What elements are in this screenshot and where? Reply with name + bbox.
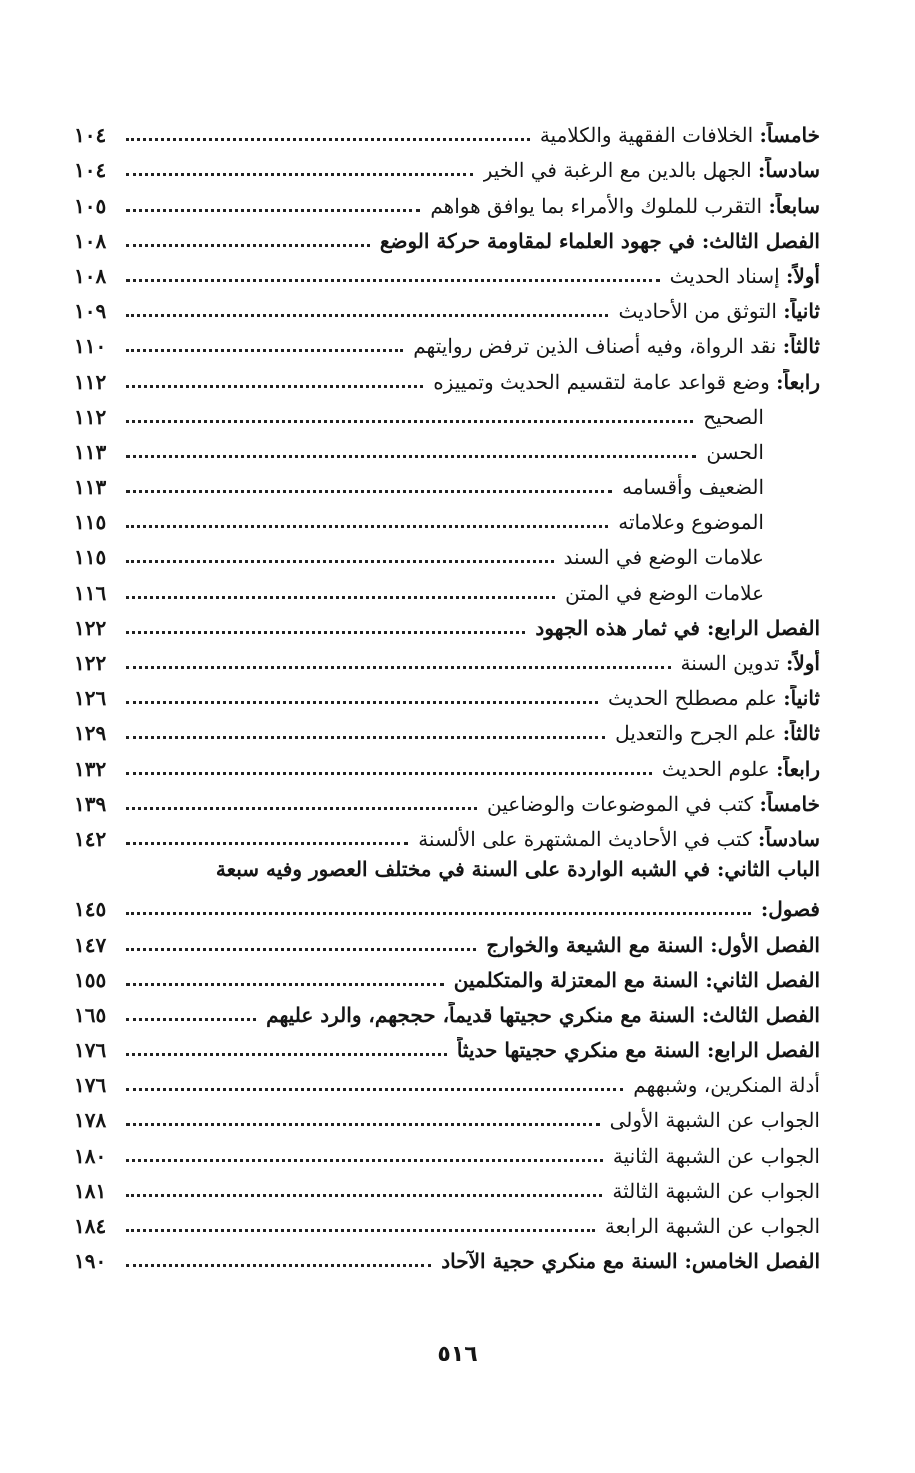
toc-entry[interactable] bbox=[74, 746, 820, 781]
toc-entry[interactable] bbox=[74, 148, 820, 183]
dot-leader bbox=[126, 205, 420, 212]
dot-leader bbox=[126, 240, 370, 247]
page-number: ١١٦ bbox=[74, 580, 107, 605]
page-number: ١٨١ bbox=[74, 1178, 107, 1203]
toc-part-entry[interactable] bbox=[74, 852, 820, 922]
toc-entry[interactable] bbox=[74, 183, 820, 218]
toc-entry[interactable] bbox=[74, 254, 820, 289]
page-folio-number: ٥١٦ bbox=[437, 1342, 478, 1367]
entry-title: السنة مع منكري حجية الآحاد bbox=[441, 1249, 685, 1274]
entry-lead: الفصل الأول: bbox=[710, 932, 820, 957]
entry-title: علم الجرح والتعديل bbox=[615, 721, 783, 746]
page-number: ١٣٢ bbox=[74, 756, 107, 781]
dot-leader bbox=[126, 1049, 447, 1056]
toc-entry[interactable] bbox=[74, 641, 820, 676]
entry-lead: رابعاً: bbox=[776, 369, 820, 394]
toc-chapter-entry[interactable] bbox=[74, 993, 820, 1028]
page-number: ١٠٩ bbox=[74, 299, 107, 324]
dot-leader bbox=[126, 521, 608, 528]
dot-leader bbox=[126, 275, 660, 282]
dot-leader bbox=[126, 768, 652, 775]
toc-entry[interactable] bbox=[74, 359, 820, 394]
dot-leader bbox=[126, 1225, 595, 1232]
toc-entry[interactable] bbox=[74, 1133, 820, 1168]
page-number: ١١٢ bbox=[74, 369, 107, 394]
entry-title: السنة مع منكري حجيتها حديثاً bbox=[456, 1038, 707, 1063]
entry-title: الضعيف وأقسامه bbox=[622, 475, 764, 500]
dot-leader bbox=[126, 1260, 431, 1267]
entry-lead: الفصل الرابع: bbox=[706, 615, 820, 640]
dot-leader bbox=[126, 1190, 602, 1197]
page-number: ١٥٥ bbox=[74, 967, 107, 992]
dot-leader bbox=[126, 944, 476, 951]
entry-title: أدلة المنكرين، وشبههم bbox=[633, 1073, 820, 1098]
toc-subentry[interactable] bbox=[74, 570, 820, 605]
toc-entry[interactable] bbox=[74, 1098, 820, 1133]
entry-title: الجهل بالدين مع الرغبة في الخير bbox=[482, 158, 758, 183]
page-number: ١٠٨ bbox=[74, 228, 107, 253]
page-number: ١١٥ bbox=[74, 545, 107, 570]
entry-lead: خامساً: bbox=[759, 123, 820, 148]
dot-leader bbox=[126, 345, 403, 352]
dot-leader bbox=[126, 1155, 603, 1162]
toc-subentry[interactable] bbox=[74, 500, 820, 535]
entry-title: الخلافات الفقهية والكلامية bbox=[539, 123, 760, 148]
toc-entry[interactable] bbox=[74, 1169, 820, 1204]
page-number: ١٠٤ bbox=[74, 158, 107, 183]
dot-leader bbox=[126, 662, 671, 669]
entry-title: تدوين السنة bbox=[680, 651, 786, 675]
toc-chapter-entry[interactable] bbox=[74, 958, 820, 993]
entry-lead: سادساً: bbox=[758, 826, 820, 851]
entry-lead: الفصل الثالث: bbox=[701, 228, 820, 253]
page-number: ١١٢ bbox=[74, 404, 107, 429]
entry-title: السنة مع المعتزلة والمتكلمين bbox=[453, 967, 706, 992]
entry-title: الجواب عن الشبهة الرابعة bbox=[604, 1214, 820, 1239]
entry-lead: سابعاً: bbox=[768, 193, 820, 218]
entry-title: الجواب عن الشبهة الثانية bbox=[612, 1143, 820, 1168]
dot-leader bbox=[126, 416, 693, 423]
page-number: ١٢٢ bbox=[74, 615, 107, 640]
entry-title: الصحيح bbox=[703, 404, 764, 429]
toc-entry[interactable] bbox=[74, 817, 820, 852]
dot-leader bbox=[126, 979, 444, 986]
dot-leader bbox=[126, 381, 423, 388]
entry-lead: خامساً: bbox=[759, 791, 820, 816]
page-number: ١١٥ bbox=[74, 510, 107, 535]
entry-lead: الفصل الثالث: bbox=[701, 1002, 820, 1027]
page-number: ١٤٧ bbox=[74, 932, 107, 957]
entry-title: التقرب للملوك والأمراء بما يوافق هواهم bbox=[430, 193, 769, 218]
dot-leader bbox=[126, 486, 612, 493]
page-number: ١٩٠ bbox=[74, 1249, 107, 1274]
toc-entry[interactable] bbox=[74, 782, 820, 817]
toc-entry[interactable] bbox=[74, 1204, 820, 1239]
dot-leader bbox=[126, 697, 598, 704]
entry-title: في ثمار هذه الجهود bbox=[535, 615, 707, 640]
page-number: ١١٣ bbox=[74, 475, 107, 500]
entry-title: وضع قواعد عامة لتقسيم الحديث وتمييزه bbox=[433, 369, 777, 394]
dot-leader bbox=[126, 134, 530, 141]
part-title-line1: الباب الثاني: في الشبه الواردة على السنة في مختلف العصور وفيه سبعة bbox=[215, 856, 820, 881]
toc-chapter-entry[interactable] bbox=[74, 606, 820, 641]
page-number: ١٠٤ bbox=[74, 123, 107, 148]
entry-title: كتب في الأحاديث المشتهرة على الألسنة bbox=[418, 826, 758, 851]
toc-chapter-entry[interactable] bbox=[74, 219, 820, 254]
entry-lead: الفصل الثاني: bbox=[705, 967, 820, 992]
entry-title: الموضوع وعلاماته bbox=[618, 510, 764, 535]
entry-title: التوثق من الأحاديث bbox=[618, 299, 784, 324]
toc-chapter-entry[interactable] bbox=[74, 1028, 820, 1063]
page-number: ١٢٩ bbox=[74, 721, 107, 746]
toc-entry[interactable] bbox=[74, 113, 820, 148]
page-number: ١٣٩ bbox=[74, 791, 107, 816]
toc-chapter-entry[interactable] bbox=[74, 922, 820, 957]
dot-leader bbox=[126, 1084, 623, 1091]
entry-lead: الفصل الرابع: bbox=[706, 1038, 820, 1063]
page-number: ١٠٨ bbox=[74, 263, 107, 288]
toc-subentry[interactable] bbox=[74, 395, 820, 430]
page-number: ١٤٢ bbox=[74, 826, 107, 851]
dot-leader bbox=[126, 838, 408, 845]
dot-leader bbox=[126, 732, 605, 739]
page-number: ١٧٦ bbox=[74, 1073, 107, 1098]
entry-title: السنة مع منكري حجيتها قديماً، حججهم، والرد عليهم bbox=[266, 1002, 702, 1027]
dot-leader bbox=[126, 803, 477, 810]
entry-lead: ثالثاً: bbox=[782, 334, 820, 359]
entry-title: إسناد الحديث bbox=[669, 263, 786, 288]
page-number: ١٨٠ bbox=[74, 1143, 107, 1168]
dot-leader bbox=[126, 908, 751, 915]
entry-title: الجواب عن الشبهة الثالثة bbox=[612, 1178, 820, 1203]
dot-leader bbox=[126, 1014, 256, 1021]
page-number: ١١٣ bbox=[74, 439, 107, 464]
toc-subentry[interactable] bbox=[74, 535, 820, 570]
entry-title: علوم الحديث bbox=[661, 756, 777, 781]
toc-entry[interactable] bbox=[74, 676, 820, 711]
entry-title: علامات الوضع في المتن bbox=[565, 580, 764, 605]
entry-lead: الفصل الخامس: bbox=[684, 1249, 820, 1274]
part-title-line2: فصول: bbox=[760, 897, 820, 922]
entry-title: السنة مع الشيعة والخوارج bbox=[486, 932, 711, 957]
entry-lead: ثانياً: bbox=[783, 299, 820, 324]
entry-title: في جهود العلماء لمقاومة حركة الوضع bbox=[379, 228, 702, 253]
table-of-contents bbox=[74, 113, 820, 1274]
entry-title: كتب في الموضوعات والوضاعين bbox=[487, 791, 760, 816]
dot-leader bbox=[126, 169, 473, 176]
dot-leader bbox=[126, 1119, 600, 1126]
toc-entry[interactable] bbox=[74, 324, 820, 359]
entry-lead: ثالثاً: bbox=[782, 721, 820, 746]
page-number: ١٢٢ bbox=[74, 651, 107, 675]
entry-lead: رابعاً: bbox=[776, 756, 820, 781]
page-number: ١٢٦ bbox=[74, 686, 107, 711]
toc-entry[interactable] bbox=[74, 289, 820, 324]
page-number: ١٦٥ bbox=[74, 1002, 107, 1027]
toc-entry[interactable] bbox=[74, 711, 820, 746]
dot-leader bbox=[126, 592, 555, 599]
entry-title: علامات الوضع في السند bbox=[563, 545, 764, 570]
page-number: ١٧٨ bbox=[74, 1108, 107, 1133]
entry-title: الحسن bbox=[706, 439, 764, 464]
entry-lead: أولاً: bbox=[785, 651, 820, 675]
page-number: ١٨٤ bbox=[74, 1214, 107, 1239]
page-number: ١٠٥ bbox=[74, 193, 107, 218]
dot-leader bbox=[126, 310, 608, 317]
entry-lead: سادساً: bbox=[758, 158, 820, 183]
entry-title: نقد الرواة، وفيه أصناف الذين ترفض روايتهم bbox=[413, 334, 783, 359]
toc-subentry[interactable] bbox=[74, 465, 820, 500]
toc-subentry[interactable] bbox=[74, 430, 820, 465]
entry-title: علم مصطلح الحديث bbox=[608, 686, 784, 711]
entry-lead: أولاً: bbox=[785, 263, 820, 288]
entry-title: الجواب عن الشبهة الأولى bbox=[609, 1108, 820, 1133]
dot-leader bbox=[126, 556, 554, 563]
page-number: ١٧٦ bbox=[74, 1038, 107, 1063]
toc-entry[interactable] bbox=[74, 1063, 820, 1098]
entry-lead: ثانياً: bbox=[783, 686, 820, 711]
page-number: ١١٠ bbox=[74, 334, 107, 359]
toc-chapter-entry[interactable] bbox=[74, 1239, 820, 1274]
dot-leader bbox=[126, 451, 696, 458]
dot-leader bbox=[126, 627, 525, 634]
page-number: ١٤٥ bbox=[74, 897, 107, 922]
